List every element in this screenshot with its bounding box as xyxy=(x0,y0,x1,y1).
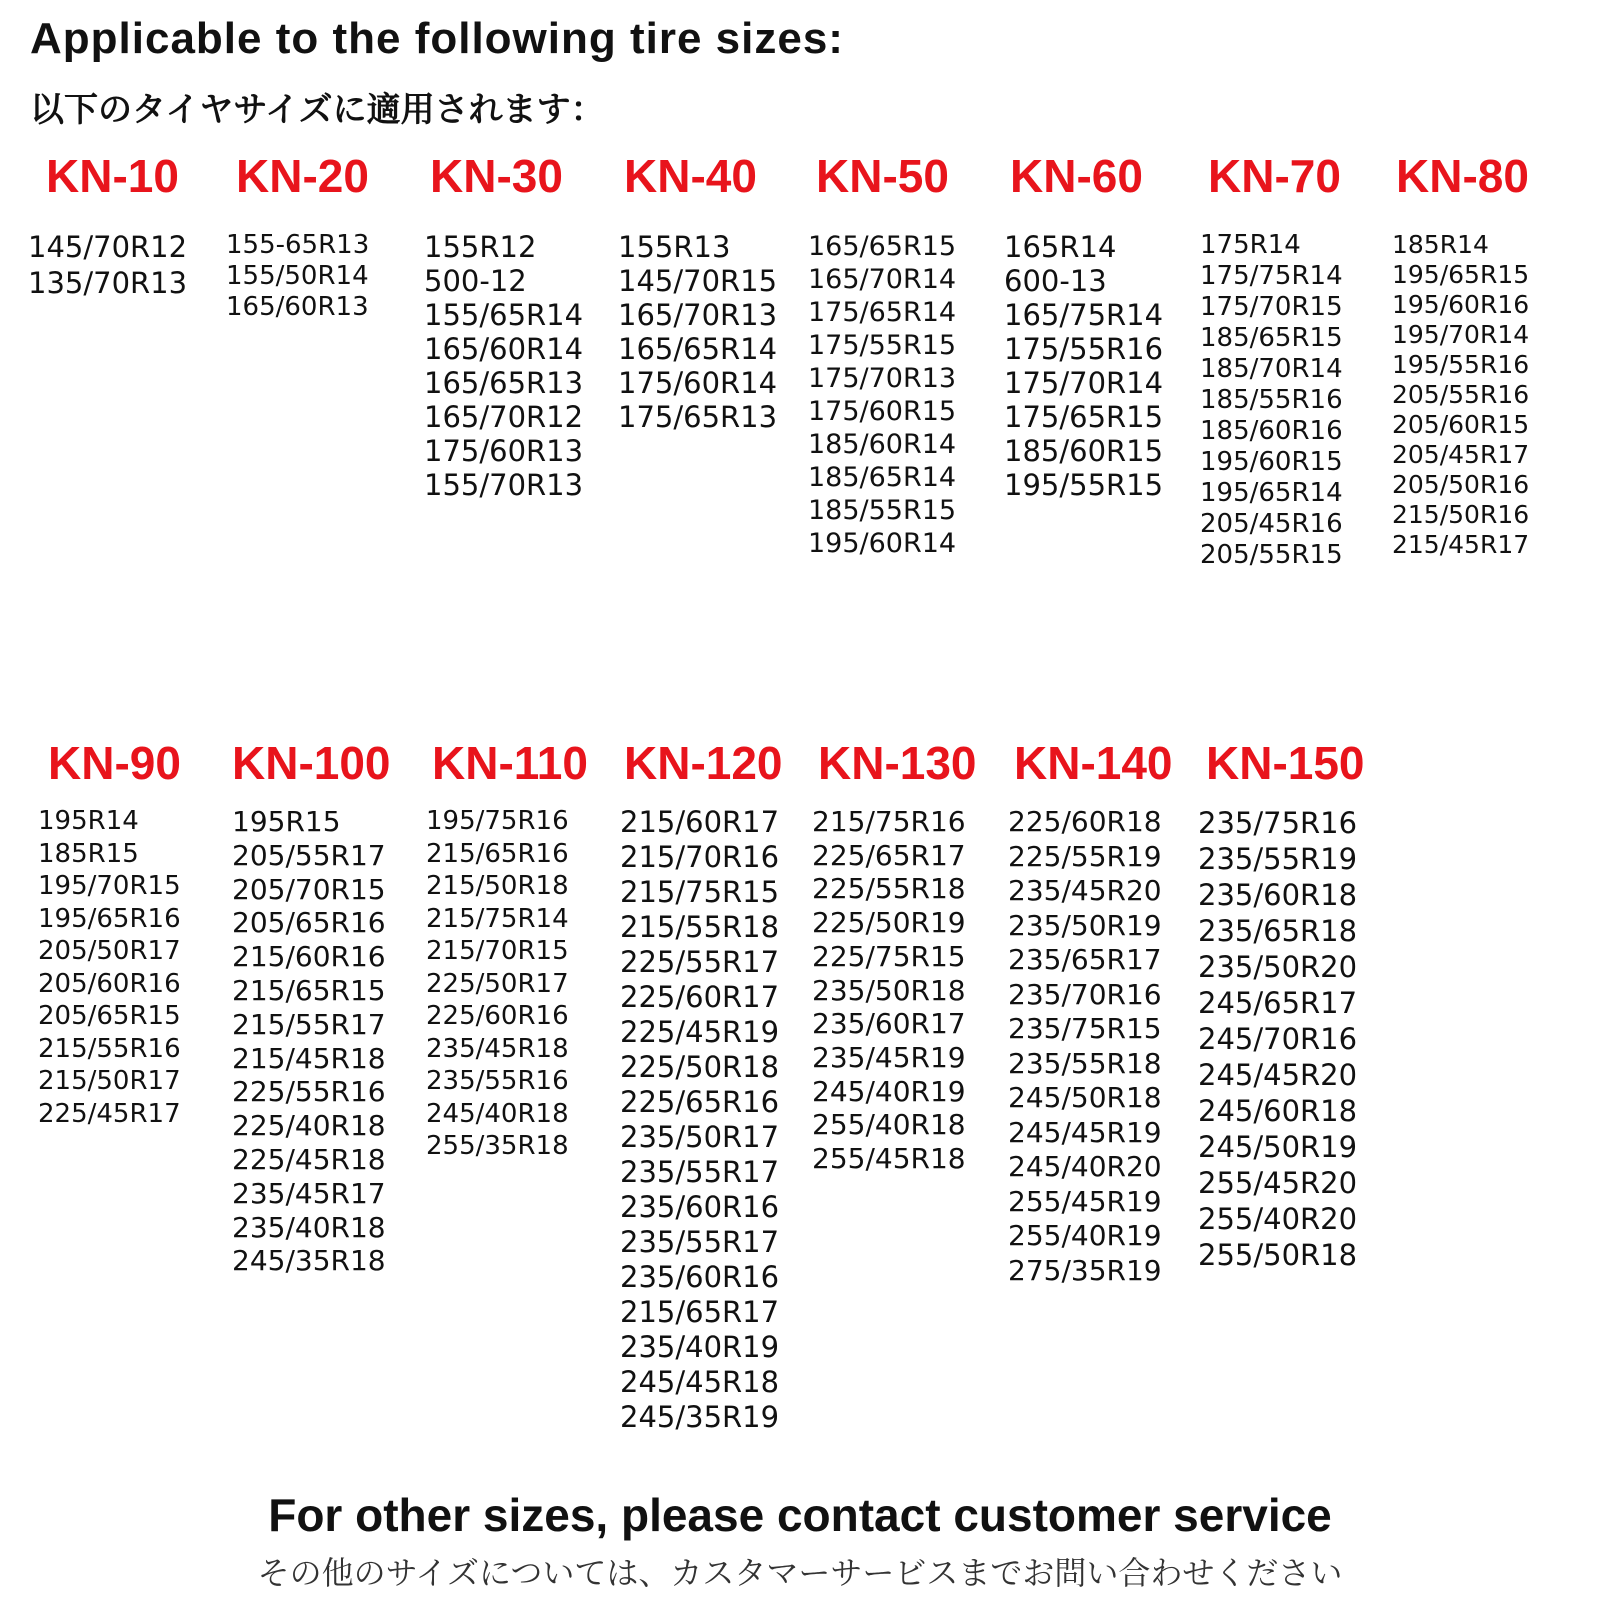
tire-size: 185R14 xyxy=(1392,230,1489,259)
tire-size-list xyxy=(1004,230,1204,502)
tire-size: 155R12 xyxy=(424,230,537,264)
model-name: KN-130 xyxy=(818,737,977,789)
tire-size: 175/60R13 xyxy=(424,434,584,468)
tire-size-list xyxy=(1008,805,1208,1288)
tire-size: 255/40R20 xyxy=(1198,1202,1358,1236)
tire-size: 165/60R14 xyxy=(424,332,584,366)
tire-size: 255/50R18 xyxy=(1198,1238,1358,1272)
tire-size: 215/55R17 xyxy=(232,1007,386,1041)
model-column xyxy=(1008,737,1208,1288)
tire-size: 155R13 xyxy=(618,230,731,264)
tire-size: 205/50R17 xyxy=(38,936,181,966)
tire-size: 225/50R18 xyxy=(620,1050,780,1084)
tire-size: 135/70R13 xyxy=(28,265,188,300)
tire-size: 225/55R17 xyxy=(620,945,780,979)
tire-size: 205/45R16 xyxy=(1200,509,1343,539)
model-name: KN-10 xyxy=(46,150,179,202)
tire-size: 175/70R13 xyxy=(808,363,957,394)
tire-size: 245/60R18 xyxy=(1198,1094,1358,1128)
tire-size-list xyxy=(1200,230,1400,571)
tire-size: 245/40R20 xyxy=(1008,1150,1162,1183)
tire-size: 245/45R19 xyxy=(1008,1115,1162,1149)
tire-size: 225/50R19 xyxy=(812,906,966,940)
tire-size: 205/55R17 xyxy=(232,838,386,872)
tire-size: 215/60R17 xyxy=(620,805,780,839)
tire-size: 185/60R15 xyxy=(1004,434,1164,468)
tire-size: 235/75R15 xyxy=(1008,1012,1162,1045)
tire-size: 215/55R18 xyxy=(620,910,780,944)
tire-size: 235/55R17 xyxy=(620,1225,780,1259)
tire-size: 235/75R16 xyxy=(1198,806,1358,840)
tire-size: 185/70R14 xyxy=(1200,354,1343,384)
tire-size: 205/60R15 xyxy=(1392,410,1530,439)
tire-size: 205/55R15 xyxy=(1200,540,1343,570)
tire-size: 215/60R16 xyxy=(232,940,386,974)
tire-size: 175/60R14 xyxy=(618,366,778,400)
model-name: KN-110 xyxy=(432,737,588,789)
tire-size: 175/65R14 xyxy=(808,297,957,328)
tire-size: 245/50R18 xyxy=(1008,1081,1162,1114)
tire-size: 195/65R14 xyxy=(1200,478,1343,508)
tire-size: 175/70R15 xyxy=(1200,292,1343,322)
model-name: KN-60 xyxy=(1010,150,1143,202)
tire-size: 145/70R12 xyxy=(28,230,188,264)
tire-size: 165/65R13 xyxy=(424,366,584,400)
tire-size-list xyxy=(618,230,818,434)
tire-size: 205/50R16 xyxy=(1392,470,1530,499)
model-column xyxy=(426,737,626,1163)
tire-size: 225/55R18 xyxy=(812,872,966,906)
tire-size: 165/70R14 xyxy=(808,264,957,295)
tire-size: 215/75R15 xyxy=(620,875,780,909)
tire-size: 185R15 xyxy=(38,838,139,869)
tire-size: 235/45R17 xyxy=(232,1176,386,1210)
model-name: KN-100 xyxy=(232,737,391,789)
tire-size: 195/60R16 xyxy=(1392,290,1530,319)
tire-size-list xyxy=(426,805,626,1163)
tire-size: 255/40R18 xyxy=(812,1108,966,1142)
tire-size: 235/50R18 xyxy=(812,973,966,1007)
tire-size: 215/75R14 xyxy=(426,903,569,934)
model-column xyxy=(808,150,1008,560)
model-name: KN-80 xyxy=(1396,150,1529,202)
tire-size: 175/65R15 xyxy=(1004,400,1164,434)
tire-size: 255/40R19 xyxy=(1008,1219,1162,1252)
tire-size-list xyxy=(226,230,426,323)
tire-size: 235/45R18 xyxy=(426,1033,569,1064)
tire-size: 185/60R16 xyxy=(1200,416,1343,446)
model-column xyxy=(28,150,228,301)
tire-size: 175/75R14 xyxy=(1200,261,1343,291)
tire-size: 185/55R15 xyxy=(808,495,957,526)
model-column xyxy=(618,150,818,434)
model-column xyxy=(1200,150,1400,571)
tire-size: 215/65R16 xyxy=(426,838,569,869)
model-name: KN-20 xyxy=(236,150,369,202)
tire-size: 225/65R16 xyxy=(620,1085,780,1119)
tire-size: 215/45R18 xyxy=(232,1041,386,1075)
tire-size-list xyxy=(28,230,228,301)
model-name: KN-120 xyxy=(624,737,783,789)
tire-size: 175R14 xyxy=(1200,230,1301,260)
tire-size: 245/50R19 xyxy=(1198,1130,1358,1164)
model-name: KN-30 xyxy=(430,150,563,202)
tire-size: 215/50R18 xyxy=(426,871,569,901)
tire-size: 245/40R19 xyxy=(812,1074,966,1108)
tire-size: 185/65R15 xyxy=(1200,323,1343,353)
tire-size: 165/75R14 xyxy=(1004,298,1164,332)
tire-size: 225/40R18 xyxy=(232,1109,386,1143)
tire-size: 245/45R20 xyxy=(1198,1058,1358,1092)
model-name: KN-140 xyxy=(1014,737,1173,789)
tire-size-list xyxy=(808,230,1008,560)
tire-size-list xyxy=(620,805,820,1435)
tire-size: 235/55R16 xyxy=(426,1066,569,1096)
tire-size-list xyxy=(812,805,1012,1176)
tire-size: 225/60R17 xyxy=(620,980,780,1014)
tire-size: 235/50R19 xyxy=(1008,908,1162,942)
model-column xyxy=(232,737,432,1278)
tire-size: 205/65R16 xyxy=(232,906,386,940)
tire-size: 195/60R14 xyxy=(808,528,957,559)
model-column xyxy=(424,150,624,502)
tire-size: 245/35R18 xyxy=(232,1244,386,1278)
tire-size: 245/70R16 xyxy=(1198,1022,1358,1056)
tire-size: 215/65R15 xyxy=(232,973,386,1007)
tire-size: 185/60R14 xyxy=(808,429,957,460)
tire-size: 235/60R16 xyxy=(620,1260,780,1294)
tire-size: 225/45R19 xyxy=(620,1015,780,1049)
tire-size: 225/65R17 xyxy=(812,838,966,872)
tire-size: 215/70R15 xyxy=(426,936,569,966)
tire-size: 185/55R16 xyxy=(1200,385,1343,415)
tire-size: 165/70R12 xyxy=(424,400,584,434)
tire-size: 165/65R14 xyxy=(618,332,778,366)
tire-size: 225/45R17 xyxy=(38,1098,181,1129)
tire-size: 215/75R16 xyxy=(812,805,966,838)
tire-size: 235/40R19 xyxy=(620,1330,780,1364)
tire-size: 215/50R17 xyxy=(38,1066,181,1096)
tire-size: 155-65R13 xyxy=(226,230,370,260)
tire-size: 195/70R15 xyxy=(38,871,181,901)
tire-size: 225/75R15 xyxy=(812,939,966,973)
tire-size: 255/45R18 xyxy=(812,1142,966,1176)
model-column xyxy=(38,737,238,1130)
tire-size: 195/70R14 xyxy=(1392,320,1530,349)
model-column xyxy=(1198,737,1398,1273)
tire-size: 225/55R19 xyxy=(1008,839,1162,873)
contact-note-japanese: その他のサイズについては、カスタマーサービスまでお問い合わせください xyxy=(257,1554,1343,1592)
model-column xyxy=(1004,150,1204,502)
tire-size: 245/65R17 xyxy=(1198,986,1358,1020)
tire-size: 500-12 xyxy=(424,264,527,298)
tire-size: 155/65R14 xyxy=(424,298,584,332)
tire-size: 205/70R15 xyxy=(232,872,386,906)
tire-size: 195R14 xyxy=(38,806,139,836)
tire-size: 245/45R18 xyxy=(620,1365,780,1399)
tire-size: 175/65R13 xyxy=(618,400,778,434)
tire-size: 225/55R16 xyxy=(232,1075,386,1109)
tire-size: 205/60R16 xyxy=(38,968,181,999)
tire-size: 195/65R16 xyxy=(38,903,181,934)
tire-size: 235/55R18 xyxy=(1008,1046,1162,1080)
tire-size-list xyxy=(232,805,432,1278)
tire-size: 275/35R19 xyxy=(1008,1253,1162,1287)
tire-size: 245/40R18 xyxy=(426,1098,569,1129)
tire-size-list xyxy=(1392,230,1592,560)
tire-size: 235/45R20 xyxy=(1008,874,1162,907)
tire-size: 235/50R20 xyxy=(1198,950,1358,984)
tire-size: 195/65R15 xyxy=(1392,260,1530,289)
tire-size-list xyxy=(424,230,624,502)
tire-size: 215/50R16 xyxy=(1392,500,1530,529)
tire-size: 145/70R15 xyxy=(618,264,778,298)
model-column xyxy=(812,737,1012,1176)
tire-size: 175/55R16 xyxy=(1004,332,1164,366)
tire-size: 235/40R18 xyxy=(232,1210,386,1244)
tire-size: 225/45R18 xyxy=(232,1142,386,1176)
tire-size: 175/55R15 xyxy=(808,330,957,361)
tire-size: 235/45R19 xyxy=(812,1040,966,1074)
tire-size-list xyxy=(38,805,238,1130)
tire-size: 225/60R16 xyxy=(426,1001,569,1031)
tire-size: 215/65R17 xyxy=(620,1295,780,1329)
tire-size: 600-13 xyxy=(1004,264,1107,298)
tire-size: 195/55R15 xyxy=(1004,468,1164,502)
tire-size: 235/60R16 xyxy=(620,1190,780,1224)
tire-size: 235/65R17 xyxy=(1008,943,1162,976)
tire-size: 225/60R18 xyxy=(1008,805,1162,838)
tire-size: 155/50R14 xyxy=(226,261,369,291)
tire-size: 255/35R18 xyxy=(426,1131,569,1161)
tire-size: 245/35R19 xyxy=(620,1400,780,1434)
tire-size: 235/50R17 xyxy=(620,1120,780,1154)
tire-size: 155/70R13 xyxy=(424,468,584,502)
page-title: Applicable to the following tire sizes: xyxy=(30,14,844,63)
tire-size: 175/60R15 xyxy=(808,396,957,427)
tire-size: 205/45R17 xyxy=(1392,440,1530,469)
tire-size: 215/70R16 xyxy=(620,840,780,874)
tire-size: 215/45R17 xyxy=(1392,530,1530,559)
tire-size: 185/65R14 xyxy=(808,462,957,493)
tire-size: 215/55R16 xyxy=(38,1033,181,1064)
tire-size: 235/60R18 xyxy=(1198,878,1358,912)
model-column xyxy=(226,150,426,323)
tire-size: 195/55R16 xyxy=(1392,350,1530,379)
tire-size: 255/45R20 xyxy=(1198,1166,1358,1200)
model-name: KN-50 xyxy=(816,150,949,202)
tire-size: 205/55R16 xyxy=(1392,380,1530,409)
model-column xyxy=(620,737,820,1435)
tire-size: 235/55R19 xyxy=(1198,842,1358,876)
tire-size: 235/65R18 xyxy=(1198,914,1358,948)
tire-size: 225/50R17 xyxy=(426,968,569,999)
tire-size: 195R15 xyxy=(232,805,341,838)
page-subtitle-japanese: 以下のタイヤサイズに適用されます： xyxy=(30,90,605,130)
tire-size: 165/70R13 xyxy=(618,298,778,332)
tire-size: 235/70R16 xyxy=(1008,977,1162,1011)
tire-size: 235/60R17 xyxy=(812,1007,966,1041)
tire-size-list xyxy=(1198,805,1398,1273)
model-name: KN-40 xyxy=(624,150,757,202)
model-column xyxy=(1392,150,1592,560)
tire-size: 255/45R19 xyxy=(1008,1184,1162,1218)
tire-size: 165/65R15 xyxy=(808,231,957,262)
tire-size: 165R14 xyxy=(1004,230,1117,264)
tire-size: 165/60R13 xyxy=(226,292,369,322)
model-name: KN-70 xyxy=(1208,150,1341,202)
tire-size: 195/60R15 xyxy=(1200,447,1343,477)
model-name: KN-150 xyxy=(1206,737,1365,789)
contact-note: For other sizes, please contact customer service xyxy=(268,1489,1332,1541)
tire-size: 235/55R17 xyxy=(620,1155,780,1189)
tire-size: 195/75R16 xyxy=(426,806,569,836)
model-name: KN-90 xyxy=(48,737,181,789)
tire-size: 175/70R14 xyxy=(1004,366,1164,400)
tire-size: 205/65R15 xyxy=(38,1001,181,1031)
